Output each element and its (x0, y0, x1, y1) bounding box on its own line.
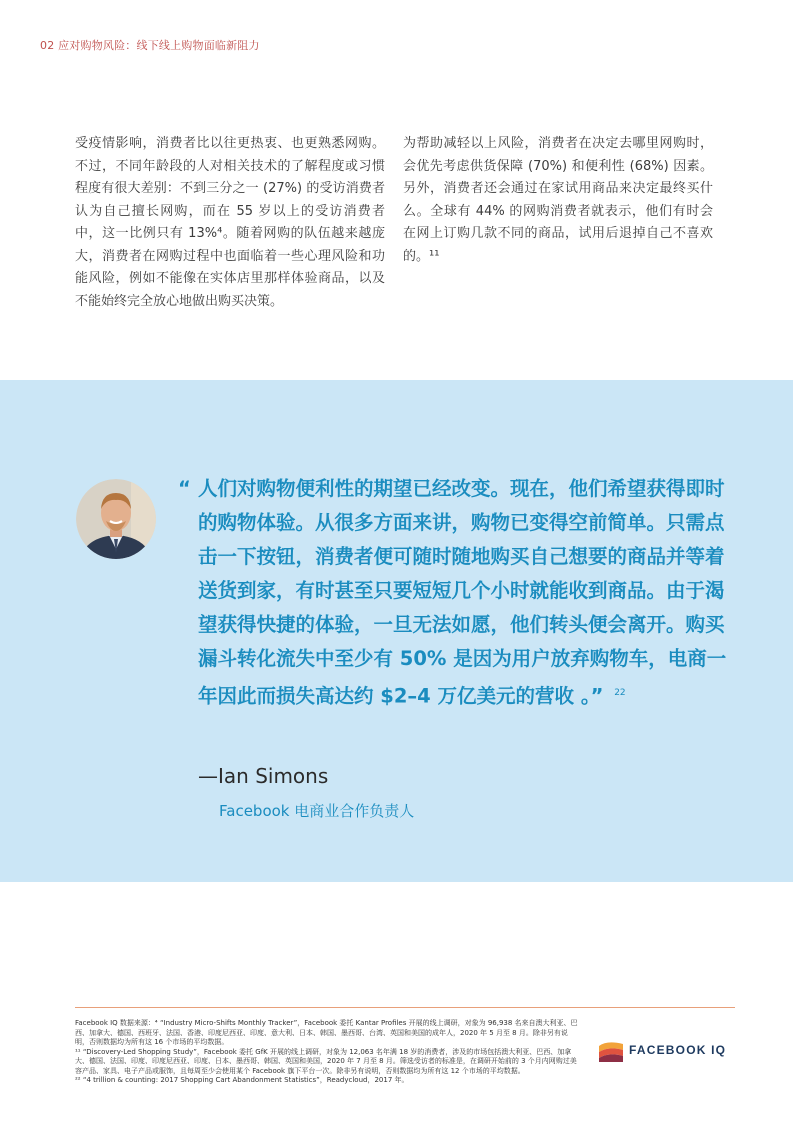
footnotes (75, 1019, 580, 1086)
footnote-divider (75, 1007, 735, 1008)
body-paragraph-left: 受疫情影响，消费者比以往更热衷、也更熟悉网购。不过，不同年龄段的人对相关技术的了解程度或习惯程度有很大差别：不到三分之一 (27%) 的受访消费者认为自己擅长网购，而在 55 岁以上的受访消费者中，这一比例只有 13%⁴。随着网购的队伍越来越庞大，消费者在网购过程中也面临着一些心理风险和功能风险，例如不能像在实体店里那样体验商品，以及不能始终完全放心地做出购买决策。 (75, 136, 385, 309)
facebook-iq-logo-icon (599, 1038, 623, 1062)
person-portrait-icon (76, 479, 156, 559)
footnote-item: ²² “4 trillion & counting: 2017 Shopping Cart Abandonment Statistics”，Readycloud，2017 年。 (75, 1076, 409, 1084)
footnote-item: ¹¹ “Discovery-Led Shopping Study”，Facebook 委托 GfK 开展的线上调研，对象为 12,063 名年满 18 岁的消费者，涉及的市场包括澳大利亚、巴西、加拿大、德国、法国、印度、印度尼西亚、印度、日本、墨西哥、韩国、英国和美国，2020 年 7 月至 8 月。筛选受访者的标准是，在调研开始前的 3 个月内网购过美容产品、家具、电子产品或服饰，且每周至少会使用某个 Facebook 旗下平台一次。除非另有说明，否则数据均为所有这 12 个市场的平均数据。 (75, 1047, 577, 1075)
pull-quote (178, 472, 738, 714)
quote-open-mark: “ (178, 477, 191, 500)
speaker-photo (76, 479, 156, 559)
logo-text: FACEBOOK IQ (629, 1043, 727, 1057)
quote-text: 人们对购物便利性的期望已经改变。现在，他们希望获得即时的购物体验。从很多方面来讲，购物已变得空前简单。只需点击一下按钮，消费者便可随时随地购买自己想要的商品并等着送货到家，有时甚至只要短短几个小时就能收到商品。由于渴望获得快捷的体验，一旦无法如愿，他们转头便会离开。购买漏斗转化流失中至少有 50% 是因为用户放弃购物车，电商一年因此而损失高达约 $2–4 万亿美元的营收 。” (198, 477, 727, 708)
section-header: 02 应对购物风险：线下线上购物面临新阻力 (40, 39, 260, 52)
quote-author-role: Facebook 电商业合作负责人 (219, 802, 415, 820)
quote-footnote-ref: 22 (614, 688, 626, 698)
body-paragraph-right: 为帮助减轻以上风险，消费者在决定去哪里网购时，会优先考虑供货保障 (70%) 和便利性 (68%) 因素。另外，消费者还会通过在家试用商品来决定最终买什么。全球有 44% 的网购消费者就表示，他们有时会在网上订购几款不同的商品，试用后退掉自己不喜欢的。¹¹ (403, 136, 713, 264)
footnote-item: Facebook IQ 数据来源：⁴ “Industry Micro-Shifts Monthly Tracker”，Facebook 委托 Kantar Profiles 开展的线上调研，对象为 96,938 名来自澳大利亚、巴西、加拿大、德国、西班牙、法国、香港、印度尼西亚、印度、意大利、日本、韩国、墨西哥、台湾、英国和美国的成年人，2020 年 5 月至 8 月。除非另有说明，否则数据均为所有这 16 个市场的平均数据。 (75, 1019, 578, 1046)
facebook-iq-logo (599, 1038, 726, 1062)
quote-author: —Ian Simons (198, 764, 329, 788)
